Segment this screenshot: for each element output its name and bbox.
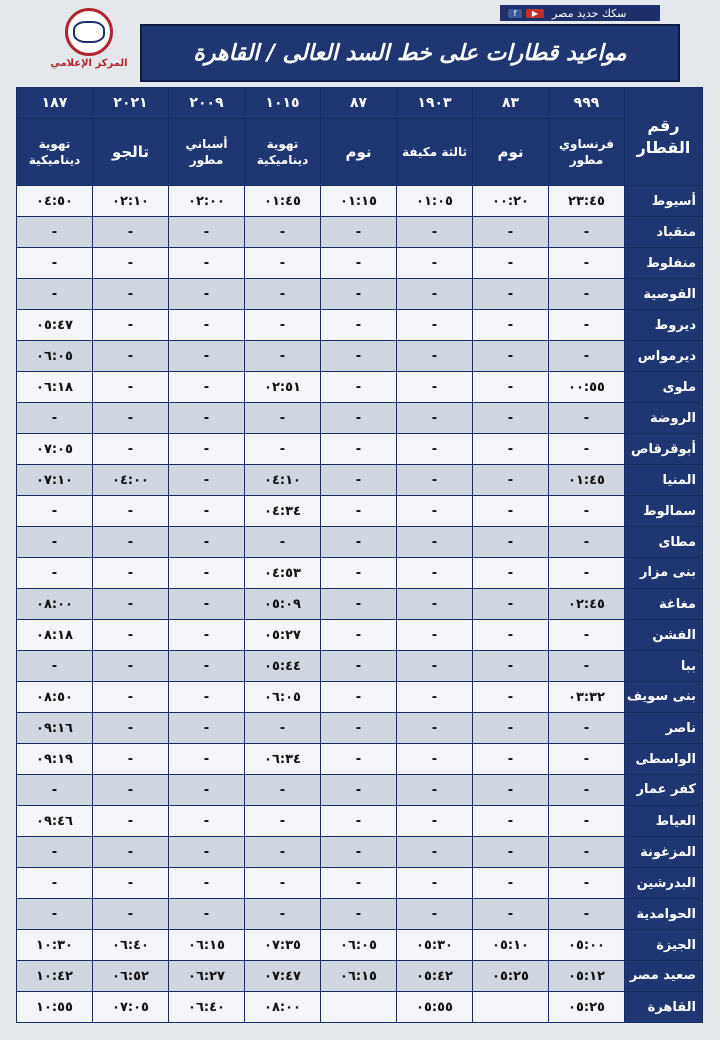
time-cell: - <box>17 279 93 310</box>
time-cell: - <box>473 496 549 527</box>
time-cell: - <box>397 682 473 713</box>
time-cell: ٠٥:٢٧ <box>245 620 321 651</box>
time-cell: - <box>245 868 321 899</box>
station-name: المنيا <box>625 465 703 496</box>
time-cell: - <box>321 310 397 341</box>
time-cell: - <box>397 372 473 403</box>
time-cell: - <box>93 434 169 465</box>
time-cell: ٠٧:١٠ <box>17 465 93 496</box>
time-cell: - <box>321 527 397 558</box>
table-row <box>17 620 703 651</box>
time-cell: - <box>549 899 625 930</box>
time-cell: ١٠:٥٥ <box>17 992 93 1023</box>
time-cell: - <box>245 248 321 279</box>
train-number: ١٩٠٣ <box>397 88 473 119</box>
time-cell: - <box>549 775 625 806</box>
time-cell: - <box>549 868 625 899</box>
logo <box>50 8 128 74</box>
time-cell: - <box>473 310 549 341</box>
time-cell: - <box>549 558 625 589</box>
table-row <box>17 744 703 775</box>
station-name: ملوى <box>625 372 703 403</box>
schedule-table <box>16 87 703 1023</box>
table-row <box>17 527 703 558</box>
station-name: صعيد مصر <box>625 961 703 992</box>
time-cell: - <box>321 806 397 837</box>
time-cell: - <box>245 434 321 465</box>
time-cell: - <box>169 248 245 279</box>
table-row <box>17 558 703 589</box>
time-cell: - <box>93 496 169 527</box>
time-cell: ٠٧:٣٥ <box>245 930 321 961</box>
station-name: كفر عمار <box>625 775 703 806</box>
time-cell: - <box>397 775 473 806</box>
time-cell: - <box>549 217 625 248</box>
time-cell: - <box>321 651 397 682</box>
time-cell: - <box>321 341 397 372</box>
station-name: أسيوط <box>625 186 703 217</box>
time-cell: - <box>321 496 397 527</box>
train-number: ١٨٧ <box>17 88 93 119</box>
time-cell: ٠٥:٠٩ <box>245 589 321 620</box>
time-cell: ٠٨:٠٠ <box>245 992 321 1023</box>
time-cell: ٠٦:١٨ <box>17 372 93 403</box>
table-row <box>17 465 703 496</box>
station-name: الحوامدية <box>625 899 703 930</box>
time-cell: - <box>93 713 169 744</box>
time-cell: - <box>397 713 473 744</box>
time-cell: - <box>473 868 549 899</box>
time-cell: - <box>549 527 625 558</box>
train-type: ثالثة مكيفة <box>397 119 473 186</box>
station-name: أبوقرقاص <box>625 434 703 465</box>
time-cell: - <box>473 434 549 465</box>
time-cell: ٢٣:٤٥ <box>549 186 625 217</box>
time-cell: ٠٢:٤٥ <box>549 589 625 620</box>
time-cell: ٠١:٤٥ <box>549 465 625 496</box>
time-cell: - <box>169 837 245 868</box>
time-cell: ٠٢:١٠ <box>93 186 169 217</box>
time-cell: - <box>321 558 397 589</box>
time-cell: ٠٥:٤٤ <box>245 651 321 682</box>
time-cell: ٠١:١٥ <box>321 186 397 217</box>
station-name: القاهرة <box>625 992 703 1023</box>
time-cell: ٠٥:٢٥ <box>473 961 549 992</box>
time-cell: - <box>397 651 473 682</box>
time-cell: - <box>473 775 549 806</box>
time-cell: - <box>321 620 397 651</box>
time-cell: - <box>169 310 245 341</box>
station-name: البدرشين <box>625 868 703 899</box>
time-cell: - <box>245 279 321 310</box>
station-name: ناصر <box>625 713 703 744</box>
time-cell: ٠٦:٣٤ <box>245 744 321 775</box>
time-cell: ٠٦:٠٥ <box>321 930 397 961</box>
table-row <box>17 713 703 744</box>
page-title: مواعيد قطارات على خط السد العالى / القاهرة <box>193 40 627 66</box>
table-row <box>17 775 703 806</box>
time-cell: ٠٣:٣٢ <box>549 682 625 713</box>
time-cell: - <box>397 837 473 868</box>
time-cell: - <box>321 279 397 310</box>
time-cell: - <box>93 620 169 651</box>
time-cell: - <box>93 682 169 713</box>
station-name: ديروط <box>625 310 703 341</box>
table-row <box>17 217 703 248</box>
time-cell: ٠٥:١٠ <box>473 930 549 961</box>
time-cell: - <box>245 341 321 372</box>
time-cell: - <box>169 651 245 682</box>
top-social-bar <box>500 5 660 21</box>
table-row <box>17 930 703 961</box>
table-row <box>17 589 703 620</box>
time-cell: - <box>93 403 169 434</box>
time-cell: - <box>473 341 549 372</box>
time-cell: - <box>93 837 169 868</box>
youtube-icon[interactable]: ▶ <box>526 9 544 18</box>
time-cell: - <box>169 341 245 372</box>
table-row <box>17 868 703 899</box>
time-cell: - <box>169 620 245 651</box>
time-cell: - <box>169 434 245 465</box>
time-cell: - <box>17 496 93 527</box>
logo-emblem <box>65 8 113 56</box>
time-cell: - <box>473 465 549 496</box>
table-row <box>17 682 703 713</box>
time-cell: - <box>473 620 549 651</box>
station-name: منقباد <box>625 217 703 248</box>
train-number: ٢٠٠٩ <box>169 88 245 119</box>
train-number: ٢٠٢١ <box>93 88 169 119</box>
time-cell: - <box>473 713 549 744</box>
time-cell: ٠٠:٢٠ <box>473 186 549 217</box>
time-cell: - <box>397 744 473 775</box>
time-cell: - <box>93 248 169 279</box>
time-cell: - <box>17 248 93 279</box>
train-number: ١٠١٥ <box>245 88 321 119</box>
time-cell: - <box>397 496 473 527</box>
time-cell: - <box>473 837 549 868</box>
time-cell: - <box>17 558 93 589</box>
time-cell: ٠٧:٠٥ <box>93 992 169 1023</box>
time-cell: - <box>397 217 473 248</box>
time-cell: - <box>245 217 321 248</box>
time-cell: - <box>473 651 549 682</box>
time-cell: ٠٥:١٢ <box>549 961 625 992</box>
time-cell: - <box>17 775 93 806</box>
time-cell: - <box>321 899 397 930</box>
time-cell: - <box>321 248 397 279</box>
logo-caption: المركز الإعلامي <box>50 58 128 69</box>
time-cell: - <box>93 589 169 620</box>
time-cell: - <box>17 527 93 558</box>
time-cell: - <box>473 217 549 248</box>
time-cell: - <box>93 899 169 930</box>
time-cell: - <box>245 310 321 341</box>
time-cell: - <box>397 248 473 279</box>
corner-label: رقم القطار <box>625 88 703 186</box>
time-cell: - <box>17 868 93 899</box>
time-cell: ٠٥:٤٧ <box>17 310 93 341</box>
time-cell: ٠٦:٤٠ <box>93 930 169 961</box>
time-cell: - <box>321 434 397 465</box>
time-cell: - <box>245 775 321 806</box>
time-cell: - <box>169 496 245 527</box>
station-name: مغاغة <box>625 589 703 620</box>
station-name: ديرمواس <box>625 341 703 372</box>
time-cell: - <box>245 403 321 434</box>
station-name: الفشن <box>625 620 703 651</box>
table-row <box>17 434 703 465</box>
time-cell: ٠٢:٥١ <box>245 372 321 403</box>
time-cell <box>321 992 397 1023</box>
time-cell: - <box>169 713 245 744</box>
time-cell: - <box>93 217 169 248</box>
table-row <box>17 248 703 279</box>
time-cell: - <box>93 527 169 558</box>
time-cell: - <box>549 403 625 434</box>
time-cell: - <box>549 248 625 279</box>
time-cell: - <box>473 279 549 310</box>
time-cell: - <box>473 248 549 279</box>
train-type: تهوية ديناميكية <box>17 119 93 186</box>
table-row <box>17 992 703 1023</box>
time-cell: - <box>473 589 549 620</box>
time-cell: - <box>321 403 397 434</box>
time-cell: - <box>549 713 625 744</box>
time-cell: - <box>321 868 397 899</box>
time-cell: ٠٤:٥٣ <box>245 558 321 589</box>
time-cell: - <box>245 837 321 868</box>
time-cell: - <box>169 899 245 930</box>
station-name: منفلوط <box>625 248 703 279</box>
time-cell: - <box>473 403 549 434</box>
time-cell: ٠٦:٠٥ <box>17 341 93 372</box>
time-cell: ٠٨:٠٠ <box>17 589 93 620</box>
time-cell: - <box>321 744 397 775</box>
station-name: سمالوط <box>625 496 703 527</box>
time-cell: ٠٦:٥٢ <box>93 961 169 992</box>
time-cell: - <box>549 341 625 372</box>
time-cell: - <box>245 899 321 930</box>
time-cell: - <box>397 341 473 372</box>
train-number: ٨٧ <box>321 88 397 119</box>
time-cell: ٠٦:٠٥ <box>245 682 321 713</box>
time-cell: - <box>93 868 169 899</box>
train-type: تالجو <box>93 119 169 186</box>
time-cell: - <box>549 806 625 837</box>
time-cell: - <box>321 837 397 868</box>
time-cell: ٠٧:٤٧ <box>245 961 321 992</box>
site-name: سكك حديد مصر <box>552 6 627 20</box>
time-cell: ٠١:٠٥ <box>397 186 473 217</box>
time-cell: ٠٨:١٨ <box>17 620 93 651</box>
time-cell: - <box>397 899 473 930</box>
time-cell: - <box>245 527 321 558</box>
time-cell: ٠٤:٥٠ <box>17 186 93 217</box>
time-cell: - <box>93 372 169 403</box>
time-cell: - <box>473 372 549 403</box>
time-cell: ٠٧:٠٥ <box>17 434 93 465</box>
table-row <box>17 961 703 992</box>
table-row <box>17 279 703 310</box>
time-cell: - <box>549 310 625 341</box>
time-cell: - <box>93 310 169 341</box>
time-cell: - <box>397 434 473 465</box>
train-type: فرنساوي مطور <box>549 119 625 186</box>
table-row <box>17 806 703 837</box>
time-cell: - <box>169 868 245 899</box>
time-cell: - <box>169 527 245 558</box>
time-cell: ٠٥:٣٠ <box>397 930 473 961</box>
time-cell: - <box>397 527 473 558</box>
time-cell: - <box>549 620 625 651</box>
time-cell: ٠٤:١٠ <box>245 465 321 496</box>
station-name: القوصية <box>625 279 703 310</box>
time-cell: - <box>93 558 169 589</box>
time-cell: - <box>397 310 473 341</box>
station-name: الجيزة <box>625 930 703 961</box>
table-row <box>17 837 703 868</box>
time-cell: - <box>93 775 169 806</box>
time-cell: - <box>169 403 245 434</box>
time-cell: - <box>549 496 625 527</box>
time-cell: - <box>397 403 473 434</box>
time-cell: - <box>473 806 549 837</box>
time-cell: - <box>169 558 245 589</box>
table-row <box>17 651 703 682</box>
time-cell: - <box>17 217 93 248</box>
time-cell: ٠٥:٤٢ <box>397 961 473 992</box>
time-cell: - <box>245 806 321 837</box>
time-cell: - <box>169 465 245 496</box>
time-cell: ٠٤:٣٤ <box>245 496 321 527</box>
time-cell: - <box>169 744 245 775</box>
train-number: ٨٣ <box>473 88 549 119</box>
station-name: الروضة <box>625 403 703 434</box>
station-name: ببا <box>625 651 703 682</box>
train-type: نوم <box>321 119 397 186</box>
time-cell: - <box>473 744 549 775</box>
station-name: العياط <box>625 806 703 837</box>
time-cell: - <box>321 682 397 713</box>
time-cell: - <box>549 837 625 868</box>
time-cell: - <box>93 806 169 837</box>
time-cell: ٠٦:٤٠ <box>169 992 245 1023</box>
time-cell: - <box>93 279 169 310</box>
time-cell: - <box>549 279 625 310</box>
time-cell: - <box>473 527 549 558</box>
station-name: بنى مزار <box>625 558 703 589</box>
time-cell: ٠٦:١٥ <box>169 930 245 961</box>
time-cell: ٠٢:٠٠ <box>169 186 245 217</box>
time-cell: - <box>549 744 625 775</box>
station-name: بنى سويف <box>625 682 703 713</box>
time-cell: - <box>397 589 473 620</box>
time-cell: ١٠:٤٢ <box>17 961 93 992</box>
time-cell: ٠٥:٥٥ <box>397 992 473 1023</box>
time-cell: - <box>397 868 473 899</box>
time-cell: - <box>397 806 473 837</box>
time-cell: - <box>17 651 93 682</box>
train-type: نوم <box>473 119 549 186</box>
table-row <box>17 372 703 403</box>
station-name: مطاى <box>625 527 703 558</box>
station-name: الواسطى <box>625 744 703 775</box>
time-cell: - <box>93 341 169 372</box>
time-cell: - <box>93 651 169 682</box>
time-cell: - <box>397 279 473 310</box>
time-cell: - <box>473 558 549 589</box>
time-cell: - <box>17 837 93 868</box>
table-row <box>17 403 703 434</box>
time-cell: - <box>321 217 397 248</box>
time-cell: - <box>321 713 397 744</box>
time-cell: - <box>321 775 397 806</box>
time-cell: - <box>93 744 169 775</box>
time-cell: ٠١:٤٥ <box>245 186 321 217</box>
table-row <box>17 186 703 217</box>
time-cell: - <box>397 558 473 589</box>
table-row <box>17 341 703 372</box>
time-cell: - <box>169 775 245 806</box>
time-cell: - <box>17 899 93 930</box>
table-row <box>17 496 703 527</box>
time-cell: - <box>17 403 93 434</box>
title-banner <box>140 24 680 82</box>
time-cell: - <box>169 806 245 837</box>
time-cell: - <box>245 713 321 744</box>
time-cell: - <box>321 589 397 620</box>
time-cell: ٠٩:١٦ <box>17 713 93 744</box>
time-cell: - <box>473 899 549 930</box>
table-row <box>17 899 703 930</box>
time-cell: - <box>397 465 473 496</box>
time-cell: - <box>169 372 245 403</box>
facebook-icon[interactable]: f <box>508 9 522 18</box>
train-number: ٩٩٩ <box>549 88 625 119</box>
table-row <box>17 310 703 341</box>
time-cell: ٠٤:٠٠ <box>93 465 169 496</box>
time-cell: - <box>397 620 473 651</box>
train-type: أسباني مطور <box>169 119 245 186</box>
time-cell <box>473 992 549 1023</box>
time-cell: - <box>549 434 625 465</box>
time-cell: - <box>169 682 245 713</box>
time-cell: ٠٥:٠٠ <box>549 930 625 961</box>
time-cell: ٠٨:٥٠ <box>17 682 93 713</box>
time-cell: - <box>473 682 549 713</box>
time-cell: - <box>321 465 397 496</box>
time-cell: ٠٥:٢٥ <box>549 992 625 1023</box>
time-cell: ٠٦:٢٧ <box>169 961 245 992</box>
time-cell: ٠٩:١٩ <box>17 744 93 775</box>
time-cell: - <box>169 589 245 620</box>
time-cell: ١٠:٣٠ <box>17 930 93 961</box>
time-cell: ٠٩:٤٦ <box>17 806 93 837</box>
time-cell: ٠٦:١٥ <box>321 961 397 992</box>
time-cell: - <box>169 279 245 310</box>
time-cell: - <box>549 651 625 682</box>
station-name: المزغونة <box>625 837 703 868</box>
train-type: تهوية ديناميكية <box>245 119 321 186</box>
time-cell: ٠٠:٥٥ <box>549 372 625 403</box>
time-cell: - <box>169 217 245 248</box>
time-cell: - <box>321 372 397 403</box>
